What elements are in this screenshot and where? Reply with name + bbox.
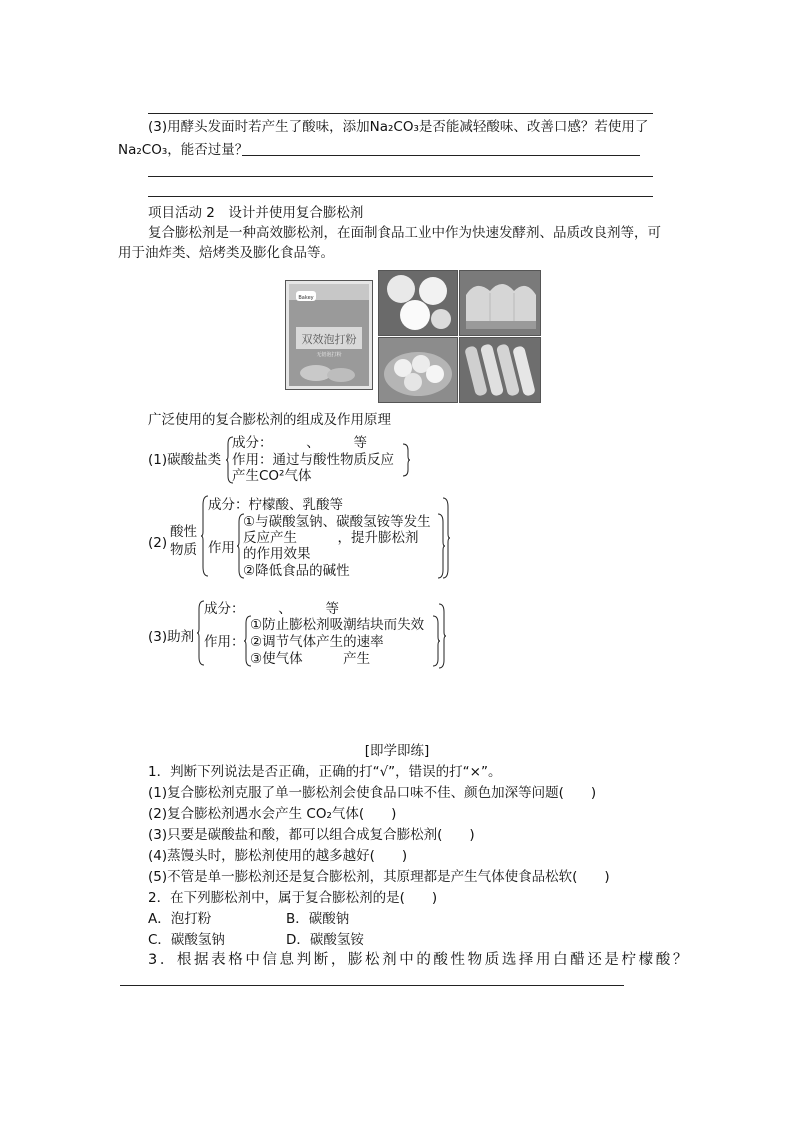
acid-label-prefix: (2) (148, 535, 168, 551)
answer-line (148, 113, 653, 114)
question-3-line2: Na₂CO₃，能否过量？ (118, 142, 249, 158)
practice-q2: 2．在下列膨松剂中，属于复合膨松剂的是( ) (148, 890, 438, 906)
practice-q3: 3．根据表格中信息判断，膨松剂中的酸性物质选择用白醋还是柠檬酸？ (148, 952, 690, 968)
practice-statement-2: (2)复合膨松剂遇水会产生 CO₂气体( ) (148, 806, 397, 822)
bread-loaf-image (459, 270, 541, 336)
practice-statement-3: (3)只要是碳酸盐和酸，都可以组合成复合膨松剂( ) (148, 827, 475, 843)
right-brace (438, 603, 446, 669)
carbonate-component: 成分： 、 等 (232, 435, 367, 451)
right-brace (402, 443, 410, 477)
answer-line (148, 196, 653, 197)
practice-q1: 1．判断下列说法是否正确，正确的打“√”，错误的打“×”。 (148, 764, 502, 780)
right-brace (442, 497, 450, 579)
composition-title: 广泛使用的复合膨松剂的组成及作用原理 (148, 412, 391, 428)
svg-text:无铝泡打粉: 无铝泡打粉 (316, 352, 342, 358)
acid-label-line1: 酸性 (170, 524, 197, 540)
acid-component: 成分：柠檬酸、乳酸等 (208, 497, 343, 513)
carbonate-label: (1)碳酸盐类 (148, 452, 222, 468)
option-d: D．碳酸氢铵 (286, 932, 364, 948)
answer-line (120, 985, 624, 986)
practice-statement-4: (4)蒸馒头时，膨松剂使用的越多越好( ) (148, 848, 408, 864)
acid-effect-1: ①与碳酸氢钠、碳酸氢铵等发生 (243, 514, 431, 530)
acid-effect-4: ②降低食品的碱性 (243, 563, 350, 579)
additive-component: 成分： 、 等 (204, 601, 339, 617)
additive-effect-label: 作用： (204, 634, 245, 650)
activity-intro-line1: 复合膨松剂是一种高效膨松剂，在面制食品工业中作为快速发酵剂、品质改良剂等，可 (148, 225, 661, 241)
practice-header: [即学即练] (364, 743, 430, 759)
option-c: C．碳酸氢钠 (148, 932, 225, 948)
svg-text:双效泡打粉: 双效泡打粉 (301, 333, 357, 346)
practice-statement-5: (5)不管是单一膨松剂还是复合膨松剂，其原理都是产生气体使食品松软( ) (148, 869, 610, 885)
acid-effect-3: 的作用效果 (243, 546, 311, 562)
fried-dough-sticks-image (459, 337, 541, 403)
carbonate-effect-line1: 作用：通过与酸性物质反应 (232, 452, 394, 468)
steamed-buns-image (378, 270, 458, 336)
acid-label-line2: 物质 (170, 542, 197, 558)
activity-heading: 项目活动 2 设计并使用复合膨松剂 (148, 205, 364, 221)
practice-statement-1: (1)复合膨松剂克服了单一膨松剂会使食品口味不佳、颜色加深等问题( ) (148, 785, 597, 801)
option-b: B．碳酸钠 (286, 911, 350, 927)
acid-effect-label: 作用 (208, 540, 235, 556)
option-a: A．泡打粉 (148, 911, 212, 927)
acid-effect-2: 反应产生 ，提升膨松剂 (243, 530, 419, 546)
additive-effect-2: ②调节气体产生的速率 (250, 634, 384, 650)
activity-intro-line2: 用于油炸类、焙烤类及膨化食品等。 (118, 245, 334, 261)
answer-line (242, 155, 640, 156)
svg-text:Bakey: Bakey (298, 295, 314, 301)
additive-label: (3)助剂 (148, 629, 195, 645)
question-3-line1: (3)用酵头发面时若产生了酸味，添加Na₂CO₃是否能减轻酸味、改善口感？若使用了 (148, 119, 649, 135)
baking-powder-package-image (285, 280, 373, 390)
additive-effect-1: ①防止膨松剂吸潮结块而失效 (250, 617, 425, 633)
carbonate-effect-line2: 产生CO²气体 (232, 468, 312, 484)
dumplings-image (378, 337, 458, 403)
additive-effect-3: ③使气体 产生 (250, 651, 371, 667)
answer-line (148, 176, 653, 177)
